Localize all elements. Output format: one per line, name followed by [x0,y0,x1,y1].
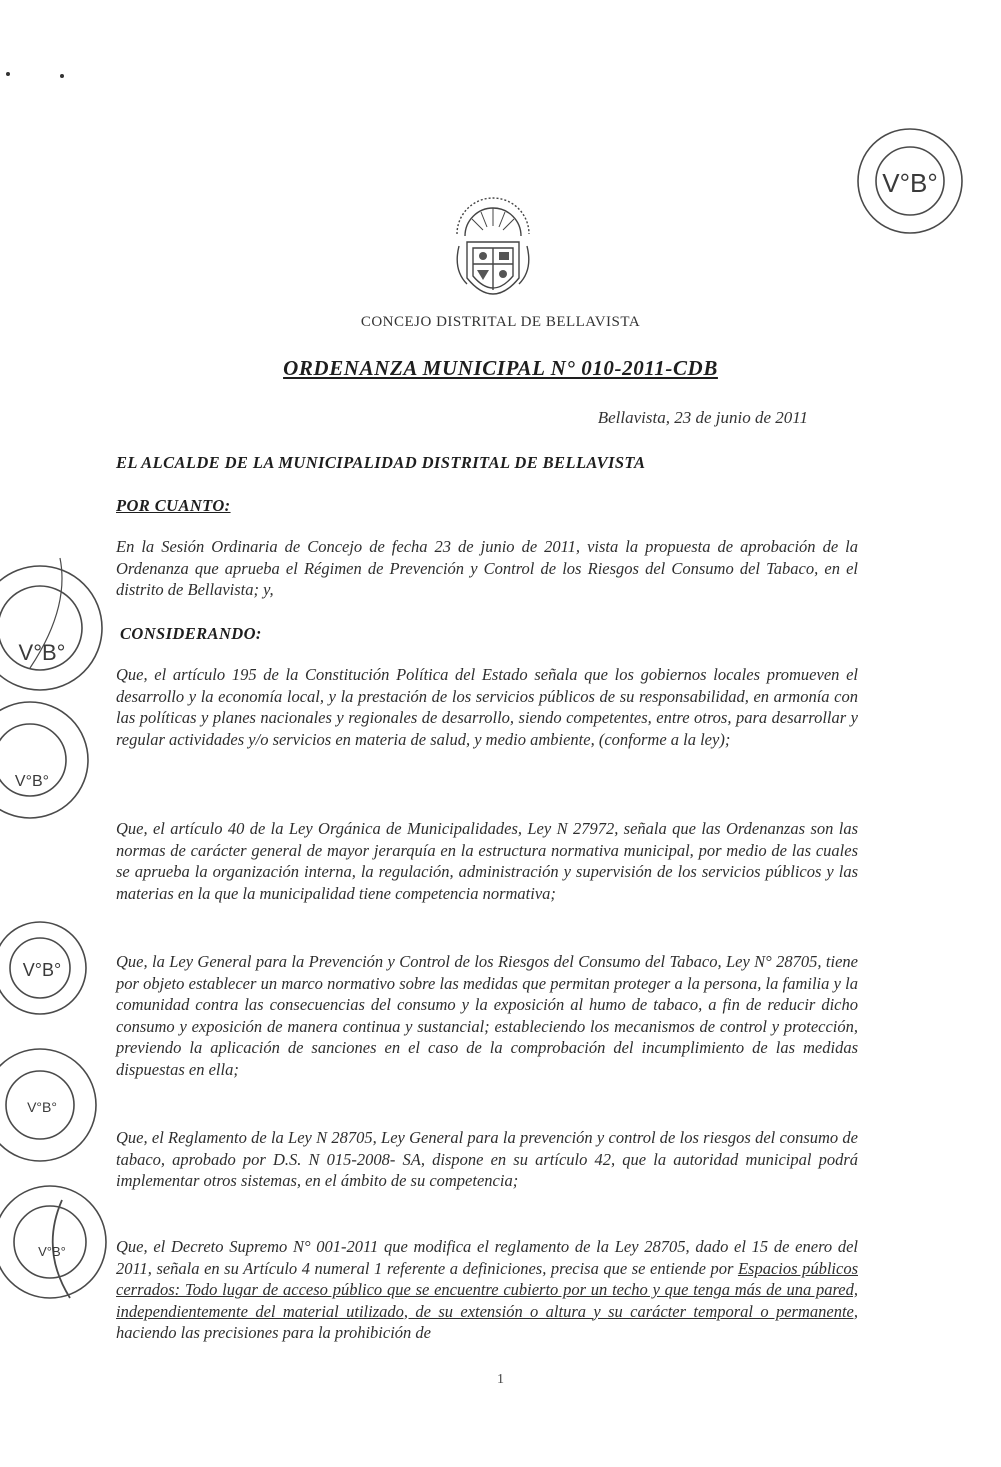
paragraph-considerando-3: Que, la Ley General para la Prevención y Control de los Riesgos del Consumo del Tabaco, Ley N° 28705, tiene por objeto establecer un marco normativo sobre las medidas que permitan proteger a la persona, la familia y la comunidad contra las consecuencias del consumo y la exposición al humo de tabaco, a fin de reducir dicho consumo y exposición de manera continua y sustancial; estableciendo los mecanismos de control y protección, previendo la aplicación de sanciones en el caso de la comprobación del incumplimiento de las medidas dispuestas en ella; [116,952,858,1079]
heading-por-cuanto: POR CUANTO: [116,496,231,515]
approval-stamp-icon [0,1040,100,1170]
approval-stamp-icon [0,1180,120,1310]
stamp-text: V°B° [22,960,62,980]
heading-considerando: CONSIDERANDO: [120,624,262,643]
scan-mark [6,72,10,76]
scan-mark [60,74,64,78]
document-title: ORDENANZA MUNICIPAL N° 010-2011-CDB [283,356,718,380]
paragraph-considerando-2: Que, el artículo 40 de la Ley Orgánica de Municipalidades, Ley N 27972, señala que las Ordenanzas son las normas de carácter general de mayor jerarquía en la estructura normativa municipal, por medio de las cuales se aprueba la organización interna, la regulación, administración y supervisión de los servicios públicos y las materias en la que la municipalidad tiene competencia normativa; [116,819,858,903]
document-date: Bellavista, 23 de junio de 2011 [597,408,808,427]
paragraph-5-underlined: Espacios públicos cerrados: Todo lugar de acceso público que se encuentre cubierto por un techo y que tenga más de una pared, independientemente del material utilizado, de su extensión o altura y su carácter temporal o permanente, [116,1258,858,1321]
approval-stamp-icon [0,548,118,698]
stamp-text: V°B° [27,1099,57,1115]
municipal-crest-icon [447,186,539,316]
paragraph-5-end: haciendo las precisiones para la prohibición de [116,1323,431,1342]
paragraph-considerando-4: Que, el Reglamento de la Ley N 28705, Ley General para la prevención y control de los riesgos del consumo de tabaco, aprobado por D.S. N 015-2008- SA, dispone en su artículo 42, que la autoridad municipal podrá implementar otros sistemas, en el ámbito de su competencia; [116,1128,858,1190]
paragraph-5-start: Que, el Decreto Supremo N° 001-2011 que modifica el reglamento de la Ley 28705, dado el 15 de enero del 2011, señala en su Artículo 4 numeral 1 referente a definiciones, precisa que se entiende por [116,1237,858,1278]
org-name: CONCEJO DISTRITAL DE BELLAVISTA [360,314,641,330]
paragraph-considerando-5 [116,1236,858,1344]
paragraph-intro: En la Sesión Ordinaria de Concejo de fecha 23 de junio de 2011, vista la propuesta de aprobación de la Ordenanza que aprueba el Régimen de Prevención y Control de los Riesgos del Consumo del Tabaco, en el distrito de Bellavista; y, [116,537,858,599]
stamp-text: V°B° [14,773,50,790]
heading-alcalde: EL ALCALDE DE LA MUNICIPALIDAD DISTRITAL DE BELLAVISTA [116,453,646,472]
stamp-text: V°B° [882,168,938,198]
approval-stamp-icon [845,126,975,236]
stamp-text: V°B° [18,640,66,665]
stamp-text: V°B° [38,1244,66,1259]
paragraph-considerando-1: Que, el artículo 195 de la Constitución Política del Estado señala que los gobiernos locales promueven el desarrollo y la economía local, y la prestación de los servicios públicos de su responsabilidad, en armonía con las políticas y planes nacionales y regionales de desarrollo, siendo competentes, entre otros, para desarrollar y regular actividades y/o servicios en materia de salud, y medio ambiente, (conforme a la ley); [116,665,858,749]
approval-stamp-icon [0,690,92,830]
page-number: 1 [497,1372,504,1387]
approval-stamp-icon [0,912,92,1024]
